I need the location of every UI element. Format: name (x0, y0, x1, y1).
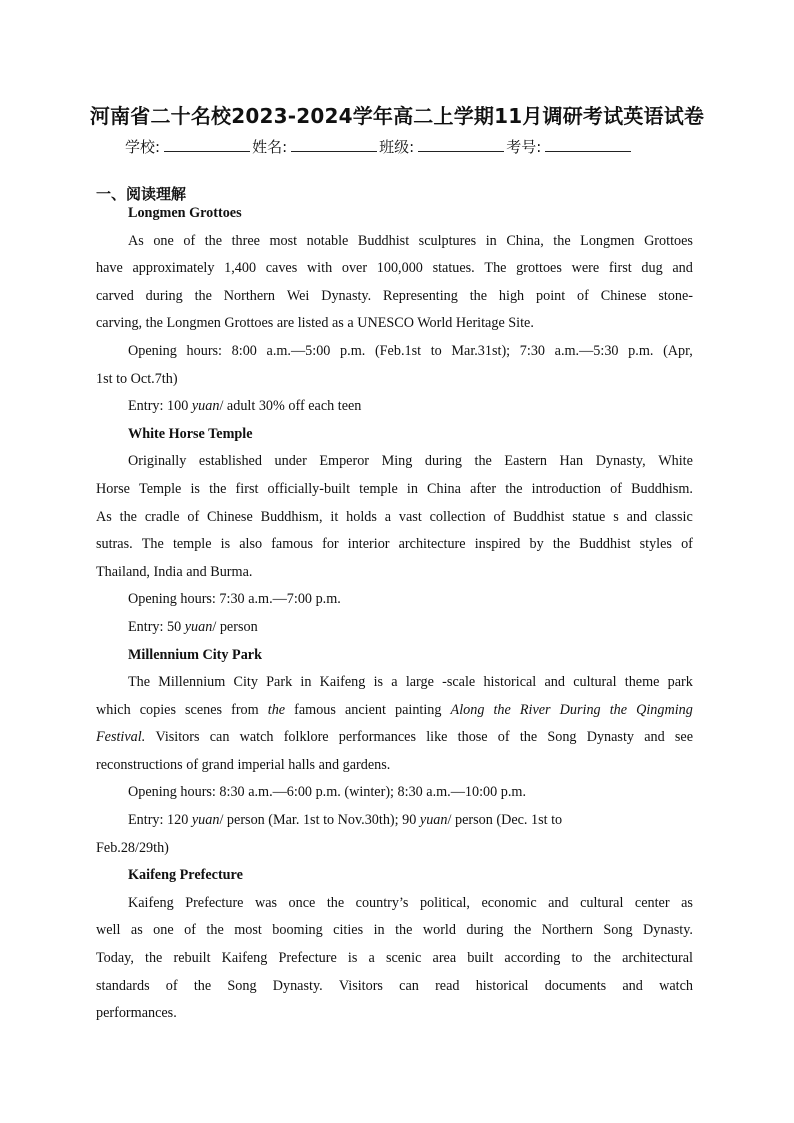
entry-fee: Entry: 120 yuan/ person (Mar. 1st to Nov.30th); 90 yuan/ person (Dec. 1st to (128, 812, 563, 829)
paragraph-line: Kaifeng Prefecture was once the country’s political, economic and cultural center as (128, 894, 693, 911)
name-label: 姓名: (252, 138, 288, 156)
paragraph-line: As the cradle of Chinese Buddhism, it holds a vast collection of Buddhist statue s and classic (96, 508, 693, 525)
school-label: 学校: (125, 138, 161, 156)
place-heading: Millennium City Park (128, 646, 262, 663)
paragraph-line: carved during the Northern Wei Dynasty. Representing the high point of Chinese stone- (96, 287, 693, 304)
entry-fee: Entry: 50 yuan/ person (128, 618, 258, 635)
name-blank[interactable] (291, 137, 377, 152)
place-heading: White Horse Temple (128, 425, 253, 442)
paragraph-line: well as one of the most booming cities in the world during the Northern Song Dynasty. (96, 922, 693, 939)
paragraph-line: reconstructions of grand imperial halls and gardens. (96, 756, 391, 773)
page-title: 河南省二十名校2023-2024学年高二上学期11月调研考试英语试卷 (89, 104, 705, 128)
opening-hours: Opening hours: 8:30 a.m.—6:00 p.m. (winter); 8:30 a.m.—10:00 p.m. (128, 784, 526, 801)
paragraph-line: Today, the rebuilt Kaifeng Prefecture is a scenic area built according to the architectural (96, 950, 693, 967)
class-blank[interactable] (418, 137, 504, 152)
student-info-line (125, 136, 633, 157)
paragraph-line: The Millennium City Park in Kaifeng is a large -scale historical and cultural theme park (128, 674, 693, 691)
paragraph-line: carving, the Longmen Grottoes are listed as a UNESCO World Heritage Site. (96, 315, 534, 332)
opening-hours: 1st to Oct.7th) (96, 370, 178, 387)
entry-fee: Entry: 100 yuan/ adult 30% off each teen (128, 398, 362, 415)
entry-fee: Feb.28/29th) (96, 839, 169, 856)
paragraph-line: standards of the Song Dynasty. Visitors can read historical documents and watch (96, 977, 693, 994)
paragraph-line: As one of the three most notable Buddhist sculptures in China, the Longmen Grottoes (128, 232, 693, 249)
class-label: 班级: (379, 138, 415, 156)
paragraph-line: sutras. The temple is also famous for interior architecture inspired by the Buddhist styles of (96, 536, 693, 553)
place-heading: Longmen Grottoes (128, 205, 242, 221)
opening-hours: Opening hours: 7:30 a.m.—7:00 p.m. (128, 591, 341, 608)
section-heading: 一、阅读理解 (96, 185, 187, 203)
paragraph-line: Thailand, India and Burma. (96, 563, 253, 580)
number-label: 考号: (506, 138, 542, 156)
paragraph-line: have approximately 1,400 caves with over 100,000 statues. The grottoes were first dug and (96, 260, 693, 277)
reading-passage (96, 200, 693, 1028)
number-blank[interactable] (545, 137, 631, 152)
opening-hours: Opening hours: 8:00 a.m.—5:00 p.m. (Feb.1st to Mar.31st); 7:30 a.m.—5:30 p.m. (Apr, (128, 342, 693, 359)
paragraph-line: which copies scenes from the famous ancient painting Along the River During the Qingming (96, 701, 693, 718)
school-blank[interactable] (164, 137, 250, 152)
place-heading: Kaifeng Prefecture (128, 867, 243, 884)
paragraph-line: Originally established under Emperor Ming during the Eastern Han Dynasty, White (128, 453, 693, 470)
paragraph-line: performances. (96, 1005, 177, 1022)
paragraph-line: Horse Temple is the first officially-built temple in China after the introduction of Buddhism. (96, 480, 693, 497)
paragraph-line: Festival. Visitors can watch folklore performances like those of the Song Dynasty and see (96, 729, 693, 746)
